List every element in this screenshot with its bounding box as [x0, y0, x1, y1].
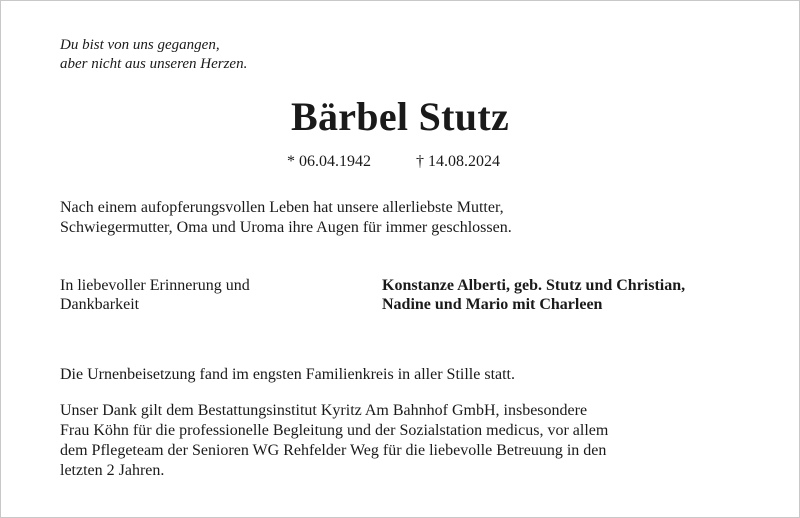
thanks-line-2: Frau Köhn für die professionelle Begleitung und der Sozialstation medicus, vor allem [60, 422, 609, 439]
thanks-line-4: letzten 2 Jahren. [60, 462, 165, 479]
announcement-line-2: Schwiegermutter, Oma und Uroma ihre Augen für immer geschlossen. [60, 219, 512, 236]
thanks-line-1: Unser Dank gilt dem Bestattungsinstitut Kyritz Am Bahnhof GmbH, insbesondere [60, 402, 588, 419]
remembrance-line-1: In liebevoller Erinnerung und [60, 277, 250, 294]
mourners-names [382, 276, 685, 314]
deceased-name: Bärbel Stutz [290, 94, 510, 139]
motto-line-1: Du bist von uns gegangen, [60, 37, 220, 53]
mourners-line-1: Konstanze Alberti, geb. Stutz und Christian, [382, 277, 686, 294]
remembrance-text [60, 276, 250, 314]
motto-line-2: aber nicht aus unseren Herzen. [60, 56, 248, 72]
burial-notice: Die Urnenbeisetzung fand im engsten Familienkreis in aller Stille statt. [60, 366, 515, 383]
remembrance-line-2: Dankbarkeit [60, 296, 140, 313]
death-date: † 14.08.2024 [416, 153, 500, 170]
thanks-text [60, 401, 760, 481]
motto-quote [60, 36, 247, 74]
mourners-line-2: Nadine und Mario mit Charleen [382, 296, 603, 313]
birth-date: * 06.04.1942 [287, 153, 371, 170]
thanks-line-3: dem Pflegeteam der Senioren WG Rehfelder Weg für die liebevolle Betreuung in den [60, 442, 607, 459]
announcement-line-1: Nach einem aufopferungsvollen Leben hat unsere allerliebste Mutter, [60, 199, 504, 216]
announcement-text [60, 198, 740, 238]
